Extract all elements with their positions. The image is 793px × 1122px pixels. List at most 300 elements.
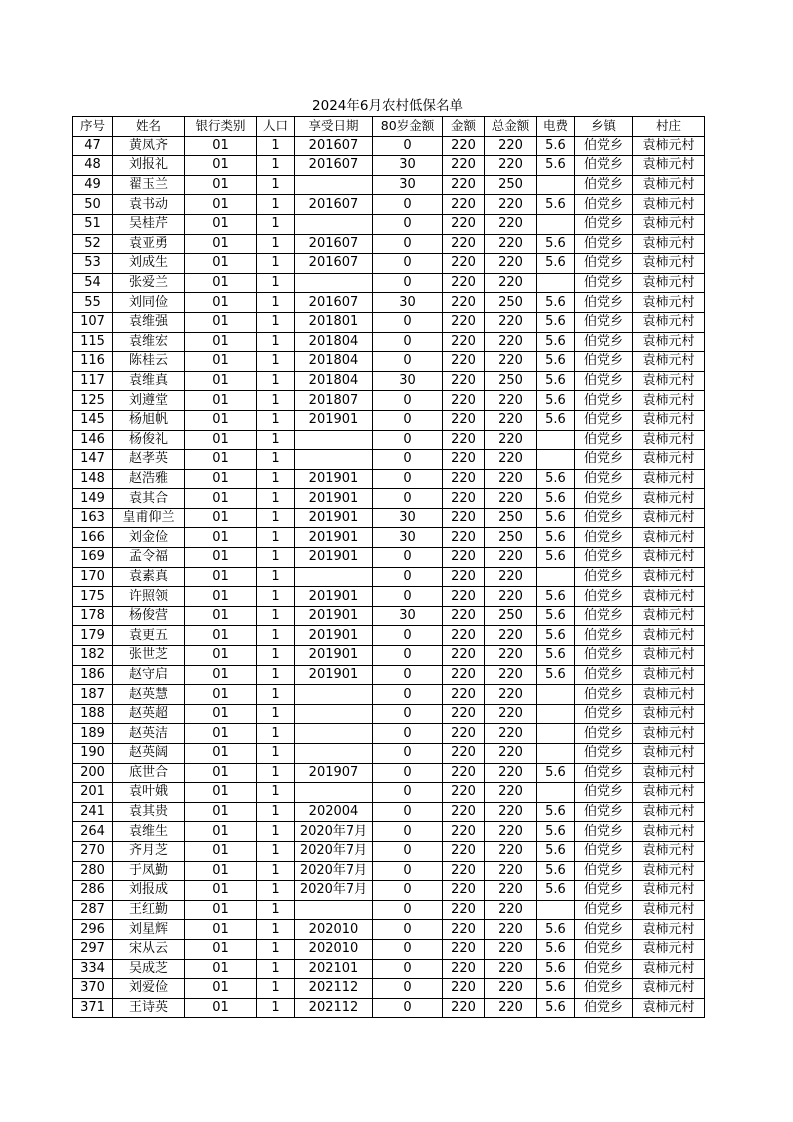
table-row (73, 665, 705, 685)
cell-village: 袁柿元村 (633, 214, 705, 234)
cell-seq: 53 (73, 254, 113, 274)
cell-electric-fee: 5.6 (537, 234, 575, 254)
cell-total-amount: 220 (485, 881, 537, 901)
cell-name: 刘爱俭 (113, 979, 185, 999)
cell-age80-amount: 0 (373, 214, 443, 234)
table-row (73, 841, 705, 861)
cell-township: 伯党乡 (575, 744, 633, 764)
cell-age80-amount: 0 (373, 234, 443, 254)
cell-start-date: 202010 (295, 939, 373, 959)
cell-township: 伯党乡 (575, 646, 633, 666)
cell-electric-fee (537, 724, 575, 744)
cell-township: 伯党乡 (575, 136, 633, 156)
cell-name: 刘报礼 (113, 156, 185, 176)
table-row (73, 273, 705, 293)
cell-start-date: 201901 (295, 469, 373, 489)
cell-amount: 220 (443, 175, 485, 195)
cell-township: 伯党乡 (575, 606, 633, 626)
cell-start-date: 2020年7月 (295, 861, 373, 881)
cell-name: 赵孝英 (113, 450, 185, 470)
cell-age80-amount: 0 (373, 646, 443, 666)
cell-bank-type: 01 (185, 273, 257, 293)
table-row (73, 293, 705, 313)
cell-amount: 220 (443, 528, 485, 548)
cell-amount: 220 (443, 469, 485, 489)
table-row (73, 626, 705, 646)
cell-start-date (295, 685, 373, 705)
cell-bank-type: 01 (185, 744, 257, 764)
cell-population: 1 (257, 136, 295, 156)
cell-village: 袁柿元村 (633, 410, 705, 430)
cell-village: 袁柿元村 (633, 587, 705, 607)
table-row (73, 254, 705, 274)
cell-township: 伯党乡 (575, 410, 633, 430)
cell-seq: 280 (73, 861, 113, 881)
cell-village: 袁柿元村 (633, 665, 705, 685)
cell-name: 袁维强 (113, 312, 185, 332)
cell-bank-type: 01 (185, 430, 257, 450)
cell-seq: 200 (73, 763, 113, 783)
cell-township: 伯党乡 (575, 665, 633, 685)
cell-total-amount: 220 (485, 469, 537, 489)
cell-total-amount: 220 (485, 332, 537, 352)
cell-amount: 220 (443, 861, 485, 881)
cell-total-amount: 220 (485, 254, 537, 274)
cell-total-amount: 250 (485, 293, 537, 313)
cell-village: 袁柿元村 (633, 626, 705, 646)
cell-name: 赵英阔 (113, 744, 185, 764)
table-row (73, 430, 705, 450)
cell-start-date: 202112 (295, 979, 373, 999)
cell-village: 袁柿元村 (633, 881, 705, 901)
cell-township: 伯党乡 (575, 234, 633, 254)
cell-electric-fee: 5.6 (537, 156, 575, 176)
cell-total-amount: 220 (485, 626, 537, 646)
cell-population: 1 (257, 920, 295, 940)
cell-amount: 220 (443, 450, 485, 470)
cell-electric-fee (537, 685, 575, 705)
cell-electric-fee: 5.6 (537, 822, 575, 842)
cell-electric-fee: 5.6 (537, 998, 575, 1018)
cell-start-date: 201804 (295, 371, 373, 391)
cell-village: 袁柿元村 (633, 998, 705, 1018)
cell-amount: 220 (443, 939, 485, 959)
cell-name: 袁更五 (113, 626, 185, 646)
cell-start-date (295, 567, 373, 587)
cell-start-date: 201901 (295, 508, 373, 528)
cell-population: 1 (257, 214, 295, 234)
cell-start-date: 201901 (295, 665, 373, 685)
cell-village: 袁柿元村 (633, 861, 705, 881)
cell-township: 伯党乡 (575, 352, 633, 372)
table-row (73, 391, 705, 411)
cell-amount: 220 (443, 763, 485, 783)
cell-population: 1 (257, 959, 295, 979)
cell-village: 袁柿元村 (633, 293, 705, 313)
cell-start-date: 2020年7月 (295, 841, 373, 861)
cell-population: 1 (257, 548, 295, 568)
cell-total-amount: 220 (485, 959, 537, 979)
cell-bank-type: 01 (185, 959, 257, 979)
cell-age80-amount: 0 (373, 783, 443, 803)
cell-population: 1 (257, 528, 295, 548)
cell-amount: 220 (443, 430, 485, 450)
cell-age80-amount: 0 (373, 254, 443, 274)
cell-electric-fee: 5.6 (537, 606, 575, 626)
cell-total-amount: 220 (485, 234, 537, 254)
cell-amount: 220 (443, 724, 485, 744)
cell-village: 袁柿元村 (633, 900, 705, 920)
cell-village: 袁柿元村 (633, 744, 705, 764)
cell-bank-type: 01 (185, 254, 257, 274)
cell-total-amount: 220 (485, 861, 537, 881)
page-title: 2024年6月农村低保名单 (312, 98, 463, 114)
cell-bank-type: 01 (185, 410, 257, 430)
cell-population: 1 (257, 704, 295, 724)
cell-start-date: 201901 (295, 606, 373, 626)
cell-amount: 220 (443, 352, 485, 372)
cell-seq: 146 (73, 430, 113, 450)
cell-total-amount: 220 (485, 214, 537, 234)
cell-bank-type: 01 (185, 469, 257, 489)
cell-village: 袁柿元村 (633, 606, 705, 626)
cell-population: 1 (257, 254, 295, 274)
table-row (73, 802, 705, 822)
cell-population: 1 (257, 489, 295, 509)
cell-age80-amount: 0 (373, 979, 443, 999)
cell-amount: 220 (443, 802, 485, 822)
cell-village: 袁柿元村 (633, 822, 705, 842)
cell-seq: 48 (73, 156, 113, 176)
header-row (73, 117, 705, 137)
cell-age80-amount: 0 (373, 959, 443, 979)
cell-age80-amount: 0 (373, 587, 443, 607)
cell-seq: 149 (73, 489, 113, 509)
table-row (73, 136, 705, 156)
cell-bank-type: 01 (185, 175, 257, 195)
cell-amount: 220 (443, 665, 485, 685)
table-row (73, 508, 705, 528)
cell-start-date (295, 704, 373, 724)
cell-township: 伯党乡 (575, 508, 633, 528)
cell-bank-type: 01 (185, 724, 257, 744)
cell-village: 袁柿元村 (633, 704, 705, 724)
cell-total-amount: 220 (485, 567, 537, 587)
cell-amount: 220 (443, 234, 485, 254)
cell-bank-type: 01 (185, 391, 257, 411)
table-row (73, 195, 705, 215)
cell-seq: 52 (73, 234, 113, 254)
table-row (73, 489, 705, 509)
cell-township: 伯党乡 (575, 175, 633, 195)
cell-township: 伯党乡 (575, 841, 633, 861)
cell-total-amount: 220 (485, 391, 537, 411)
cell-start-date: 202010 (295, 920, 373, 940)
cell-township: 伯党乡 (575, 626, 633, 646)
cell-amount: 220 (443, 567, 485, 587)
cell-total-amount: 220 (485, 352, 537, 372)
cell-bank-type: 01 (185, 450, 257, 470)
column-header-start-date: 享受日期 (295, 117, 373, 137)
cell-township: 伯党乡 (575, 979, 633, 999)
column-header-township: 乡镇 (575, 117, 633, 137)
cell-start-date: 2020年7月 (295, 822, 373, 842)
cell-total-amount: 220 (485, 841, 537, 861)
table-row (73, 959, 705, 979)
cell-electric-fee (537, 567, 575, 587)
cell-bank-type: 01 (185, 979, 257, 999)
column-header-village: 村庄 (633, 117, 705, 137)
cell-name: 刘星辉 (113, 920, 185, 940)
cell-seq: 170 (73, 567, 113, 587)
cell-total-amount: 220 (485, 450, 537, 470)
cell-seq: 51 (73, 214, 113, 234)
cell-seq: 125 (73, 391, 113, 411)
cell-seq: 286 (73, 881, 113, 901)
cell-electric-fee: 5.6 (537, 469, 575, 489)
cell-start-date (295, 744, 373, 764)
cell-village: 袁柿元村 (633, 254, 705, 274)
cell-bank-type: 01 (185, 665, 257, 685)
cell-village: 袁柿元村 (633, 450, 705, 470)
cell-name: 袁其贵 (113, 802, 185, 822)
cell-age80-amount: 0 (373, 763, 443, 783)
cell-population: 1 (257, 567, 295, 587)
table-row (73, 822, 705, 842)
cell-amount: 220 (443, 293, 485, 313)
cell-amount: 220 (443, 136, 485, 156)
cell-start-date: 201807 (295, 391, 373, 411)
cell-total-amount: 220 (485, 548, 537, 568)
cell-age80-amount: 0 (373, 391, 443, 411)
table-row (73, 920, 705, 940)
cell-township: 伯党乡 (575, 273, 633, 293)
cell-name: 王诗英 (113, 998, 185, 1018)
cell-bank-type: 01 (185, 704, 257, 724)
cell-electric-fee: 5.6 (537, 802, 575, 822)
cell-electric-fee (537, 273, 575, 293)
cell-age80-amount: 0 (373, 450, 443, 470)
cell-age80-amount: 30 (373, 528, 443, 548)
cell-amount: 220 (443, 959, 485, 979)
cell-start-date: 201804 (295, 332, 373, 352)
cell-seq: 187 (73, 685, 113, 705)
cell-age80-amount: 0 (373, 939, 443, 959)
cell-village: 袁柿元村 (633, 979, 705, 999)
cell-population: 1 (257, 822, 295, 842)
cell-bank-type: 01 (185, 508, 257, 528)
table-row (73, 646, 705, 666)
cell-township: 伯党乡 (575, 881, 633, 901)
table-body (73, 136, 705, 1018)
cell-village: 袁柿元村 (633, 920, 705, 940)
cell-start-date (295, 273, 373, 293)
cell-age80-amount: 0 (373, 802, 443, 822)
cell-name: 袁其合 (113, 489, 185, 509)
cell-township: 伯党乡 (575, 312, 633, 332)
table-row (73, 606, 705, 626)
cell-name: 袁素真 (113, 567, 185, 587)
cell-bank-type: 01 (185, 567, 257, 587)
cell-bank-type: 01 (185, 841, 257, 861)
cell-village: 袁柿元村 (633, 841, 705, 861)
cell-bank-type: 01 (185, 685, 257, 705)
cell-population: 1 (257, 783, 295, 803)
column-header-age80-amount: 80岁金额 (373, 117, 443, 137)
cell-total-amount: 220 (485, 920, 537, 940)
cell-population: 1 (257, 273, 295, 293)
cell-total-amount: 220 (485, 410, 537, 430)
cell-seq: 117 (73, 371, 113, 391)
cell-population: 1 (257, 293, 295, 313)
cell-age80-amount: 30 (373, 293, 443, 313)
cell-amount: 220 (443, 254, 485, 274)
column-header-bank-type: 银行类别 (185, 117, 257, 137)
cell-start-date: 201607 (295, 195, 373, 215)
cell-electric-fee: 5.6 (537, 646, 575, 666)
cell-age80-amount: 0 (373, 273, 443, 293)
cell-seq: 163 (73, 508, 113, 528)
cell-seq: 166 (73, 528, 113, 548)
cell-electric-fee (537, 175, 575, 195)
cell-electric-fee (537, 214, 575, 234)
cell-age80-amount: 0 (373, 136, 443, 156)
cell-seq: 371 (73, 998, 113, 1018)
cell-amount: 220 (443, 783, 485, 803)
cell-total-amount: 220 (485, 136, 537, 156)
cell-population: 1 (257, 156, 295, 176)
table-row (73, 881, 705, 901)
cell-population: 1 (257, 861, 295, 881)
cell-population: 1 (257, 234, 295, 254)
cell-population: 1 (257, 646, 295, 666)
cell-electric-fee: 5.6 (537, 528, 575, 548)
cell-start-date: 201607 (295, 234, 373, 254)
cell-name: 张爱兰 (113, 273, 185, 293)
cell-village: 袁柿元村 (633, 802, 705, 822)
cell-age80-amount: 30 (373, 606, 443, 626)
cell-name: 袁维生 (113, 822, 185, 842)
cell-bank-type: 01 (185, 900, 257, 920)
cell-start-date (295, 900, 373, 920)
table-row (73, 939, 705, 959)
cell-name: 杨俊礼 (113, 430, 185, 450)
cell-electric-fee: 5.6 (537, 841, 575, 861)
cell-population: 1 (257, 391, 295, 411)
cell-bank-type: 01 (185, 998, 257, 1018)
cell-population: 1 (257, 312, 295, 332)
cell-seq: 189 (73, 724, 113, 744)
cell-age80-amount: 0 (373, 744, 443, 764)
cell-seq: 47 (73, 136, 113, 156)
cell-bank-type: 01 (185, 606, 257, 626)
cell-age80-amount: 0 (373, 841, 443, 861)
cell-amount: 220 (443, 312, 485, 332)
cell-population: 1 (257, 371, 295, 391)
cell-name: 齐月芝 (113, 841, 185, 861)
table-row (73, 528, 705, 548)
cell-population: 1 (257, 626, 295, 646)
table-row (73, 450, 705, 470)
cell-electric-fee: 5.6 (537, 959, 575, 979)
cell-township: 伯党乡 (575, 939, 633, 959)
cell-amount: 220 (443, 548, 485, 568)
cell-township: 伯党乡 (575, 783, 633, 803)
cell-seq: 55 (73, 293, 113, 313)
cell-name: 宋从云 (113, 939, 185, 959)
cell-seq: 190 (73, 744, 113, 764)
cell-age80-amount: 0 (373, 626, 443, 646)
cell-amount: 220 (443, 508, 485, 528)
cell-village: 袁柿元村 (633, 763, 705, 783)
cell-name: 赵英洁 (113, 724, 185, 744)
cell-township: 伯党乡 (575, 450, 633, 470)
cell-village: 袁柿元村 (633, 136, 705, 156)
table-row (73, 214, 705, 234)
cell-township: 伯党乡 (575, 959, 633, 979)
cell-start-date: 201901 (295, 587, 373, 607)
cell-village: 袁柿元村 (633, 959, 705, 979)
table-row (73, 763, 705, 783)
table-row (73, 724, 705, 744)
cell-village: 袁柿元村 (633, 508, 705, 528)
cell-amount: 220 (443, 881, 485, 901)
table-row (73, 861, 705, 881)
cell-township: 伯党乡 (575, 685, 633, 705)
cell-population: 1 (257, 939, 295, 959)
table-row (73, 312, 705, 332)
cell-amount: 220 (443, 587, 485, 607)
cell-name: 袁叶娥 (113, 783, 185, 803)
cell-bank-type: 01 (185, 920, 257, 940)
column-header-electric-fee: 电费 (537, 117, 575, 137)
cell-total-amount: 220 (485, 587, 537, 607)
cell-village: 袁柿元村 (633, 430, 705, 450)
cell-age80-amount: 0 (373, 900, 443, 920)
cell-start-date: 201804 (295, 352, 373, 372)
cell-township: 伯党乡 (575, 998, 633, 1018)
cell-township: 伯党乡 (575, 469, 633, 489)
cell-population: 1 (257, 606, 295, 626)
cell-township: 伯党乡 (575, 567, 633, 587)
cell-start-date (295, 724, 373, 744)
cell-village: 袁柿元村 (633, 312, 705, 332)
cell-total-amount: 220 (485, 783, 537, 803)
cell-amount: 220 (443, 410, 485, 430)
cell-seq: 147 (73, 450, 113, 470)
cell-bank-type: 01 (185, 783, 257, 803)
cell-age80-amount: 0 (373, 548, 443, 568)
cell-seq: 270 (73, 841, 113, 861)
cell-electric-fee: 5.6 (537, 665, 575, 685)
cell-population: 1 (257, 881, 295, 901)
cell-amount: 220 (443, 998, 485, 1018)
cell-population: 1 (257, 802, 295, 822)
cell-age80-amount: 0 (373, 352, 443, 372)
cell-name: 陈桂云 (113, 352, 185, 372)
cell-seq: 370 (73, 979, 113, 999)
cell-bank-type: 01 (185, 489, 257, 509)
cell-seq: 179 (73, 626, 113, 646)
column-header-population: 人口 (257, 117, 295, 137)
cell-bank-type: 01 (185, 528, 257, 548)
cell-township: 伯党乡 (575, 332, 633, 352)
cell-bank-type: 01 (185, 861, 257, 881)
cell-age80-amount: 30 (373, 371, 443, 391)
cell-village: 袁柿元村 (633, 528, 705, 548)
cell-age80-amount: 0 (373, 881, 443, 901)
table-row (73, 234, 705, 254)
